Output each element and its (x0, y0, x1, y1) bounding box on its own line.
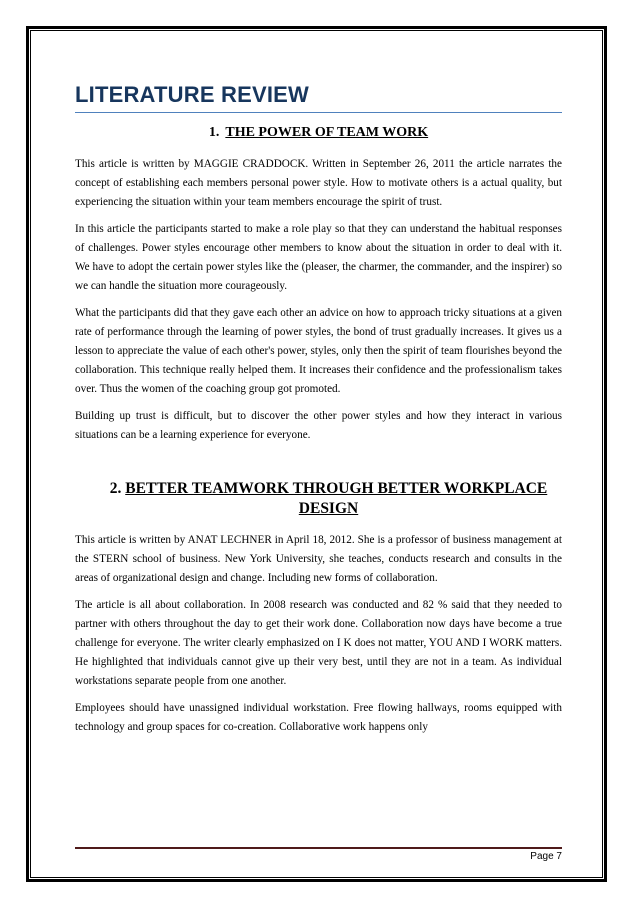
section1-paragraph-4: Building up trust is difficult, but to discover the other power styles and how they interact in various situations can be a learning experience for everyone. (75, 410, 562, 441)
section1-paragraph-1: This article is written by MAGGIE CRADDOCK. Written in September 26, 2011 the article narrates the concept of establishing each members personal power style. How to motivate others is a actual quality, but experiencing the situation within your team members encourage the spirit of trust. (75, 158, 562, 208)
section1-title-text: THE POWER OF TEAM WORK (225, 125, 429, 140)
page-number: Page 7 (530, 851, 562, 862)
section2-paragraph-3: Employees should have unassigned individual workstation. Free flowing hallways, rooms equipped with technology and group spaces for co-creation. Collaborative work happens only (75, 702, 562, 733)
section1-paragraph-2: In this article the participants started to make a role play so that they can understand the habitual responses of challenges. Power styles encourage other members to know about the situation in order to deal with it. We have to adopt the certain power styles like the (pleaser, the charmer, the commander, and the inspirer) so we can handle the situation more courageously. (75, 223, 562, 292)
page-heading: LITERATURE REVIEW (75, 82, 562, 113)
section2-title (75, 479, 562, 519)
section2-title-text: BETTER TEAMWORK THROUGH BETTER WORKPLACE DESIGN (125, 480, 548, 517)
section2-number: 2. (109, 480, 122, 497)
page-footer (75, 847, 562, 862)
section1-paragraph-3: What the participants did that they gave each other an advice on how to approach tricky situations at a given rate of performance through the learning of power styles, the bond of trust gradually increases. It gives us a lesson to appreciate the value of each other's power, styles, only then the spirit of team flourishes beyond the collaboration. This technique really helped them. It increases their confidence and the professionalism takes over. Thus the women of the coaching group got promoted. (75, 307, 562, 395)
section1-number: 1. (208, 125, 220, 140)
section2-paragraph-1: This article is written by ANAT LECHNER in April 18, 2012. She is a professor of business management at the STERN school of business. New York University, she teaches, conducts research and consults in the areas of organizational design and change. Including new forms of collaboration. (75, 534, 562, 584)
section2-paragraph-2: The article is all about collaboration. In 2008 research was conducted and 82 % said that they needed to partner with others throughout the day to get their work done. Collaboration now days have become a true challenge for everyone. The writer clearly emphasized on I K does not matter, YOU AND I WORK matters. He highlighted that individuals cannot give up their very best, until they are not in a team. As individual workstations separate people from one another. (75, 599, 562, 687)
section1-title (75, 125, 562, 141)
page-content (75, 82, 562, 745)
